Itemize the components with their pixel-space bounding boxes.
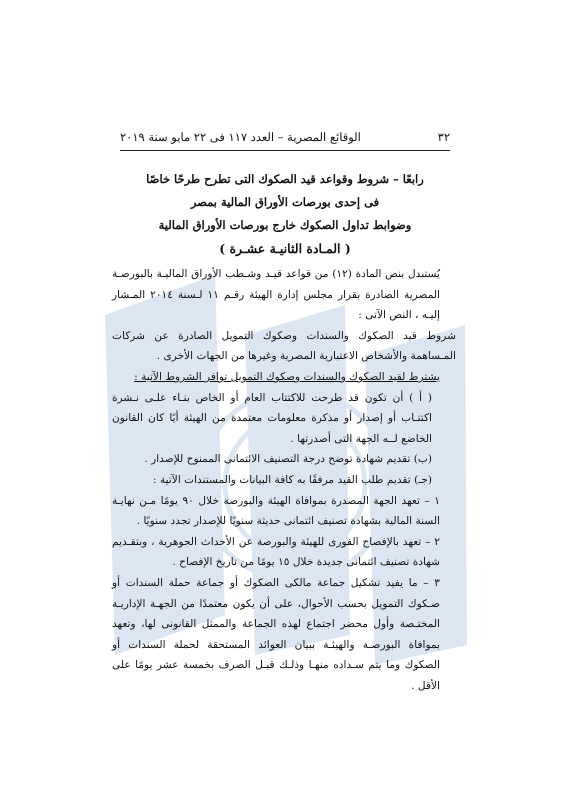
paragraph-heading: شروط قيد الصكوك والسندات وصكوك التمويل الصادرة عن شركات المـساهمة والأشخاص الاعتبارية المصرية وغيرها من الجهات الأخرى . bbox=[112, 329, 456, 363]
header-rule bbox=[120, 150, 450, 151]
paragraph-item-b: (ب) تقديم شهادة توضح درجة التصنيف الائتمانى الممنوح للإصدار . bbox=[144, 453, 432, 466]
heading-line-3: وضوابط تداول الصكوك خارج بورصات الأوراق المالية bbox=[158, 218, 412, 232]
paragraph-item-a: ( أ ) أن تكون قد طرحت للاكتتاب العام أو الخاص بنـاء علـى نـشرة اكتتـاب أو إصدار أو مذكرة معلومات معتمدة من الهيئة أيًا كان القانون الخاضع لــه الجهة التى أصدرتها . bbox=[112, 391, 432, 445]
paragraph-item-c: (جـ) تقديم طلب القيد مرفقًا به كافة البيانات والمستندات الآتية : bbox=[153, 473, 432, 486]
paragraph-item-3: ٣ – ما يفيد تشكيل جماعة مالكى الصكوك أو جماعة حملة السندات أو صـكوك التمويل بحسب الأحوال، على أن يكون معتمدًا من الجهـة الإداريـة المختـصة وأول محضر اجتماع لهذه الجماعة والممثل القانونى لها، وتعهد بموافاة البورصـة والهيئـة ببيان العوائد المستحقة لحملة السندات أو الصكوك وما يتم سـداده منهـا وذلـك قبـل الصرف بخمسة عشر يومًا على الأقل . bbox=[112, 576, 440, 692]
section-headings bbox=[120, 168, 450, 260]
gazette-title: الوقائع المصرية – العدد ١١٧ فى ٢٢ مايو سنة ٢٠١٩ bbox=[120, 130, 361, 144]
paragraph-intro: يُستبدل بنص المادة (١٢) من قواعد قيـد وشـطب الأوراق الماليـة بالبورصـة المصرية الصادرة بقرار مجلس إدارة الهيئة رقـم ١١ لـسنة ٢٠١٤ المـشار إليـه ، النص الآتى : bbox=[112, 268, 441, 322]
paragraph-item-1: ١ – تعهد الجهة المصدرة بموافاة الهيئة والبورصة خلال ٩٠ يومًا مـن نهايـة السنة المالية بشهادة تصنيف ائتمانى حديثة سنويًا للإصدار تجدد سنويًا . bbox=[112, 494, 440, 528]
article-title: ( المـادة الثانيـة عشـرة ) bbox=[219, 241, 351, 256]
article-body bbox=[112, 264, 456, 696]
page-header bbox=[120, 128, 450, 150]
paragraph-conditions: يشترط لقيد الصكوك والسندات وصكوك التمويل توافر الشروط الآتية : bbox=[134, 370, 440, 383]
page-number: ٣٢ bbox=[437, 130, 450, 144]
paragraph-item-2: ٢ – تعهد بالإفصاح الفورى للهيئة والبورصة عن الأحداث الجوهرية ، وبتقـديم شهادة تصنيف ائتمانى جديدة خلال ١٥ يومًا من تاريخ الإفصاح . bbox=[112, 535, 440, 569]
heading-line-1: رابعًا – شروط وقواعد قيد الصكوك التى تطرح طرحًا خاصًا bbox=[146, 172, 424, 186]
heading-line-2: فى إحدى بورصات الأوراق المالية بمصر bbox=[190, 195, 380, 209]
